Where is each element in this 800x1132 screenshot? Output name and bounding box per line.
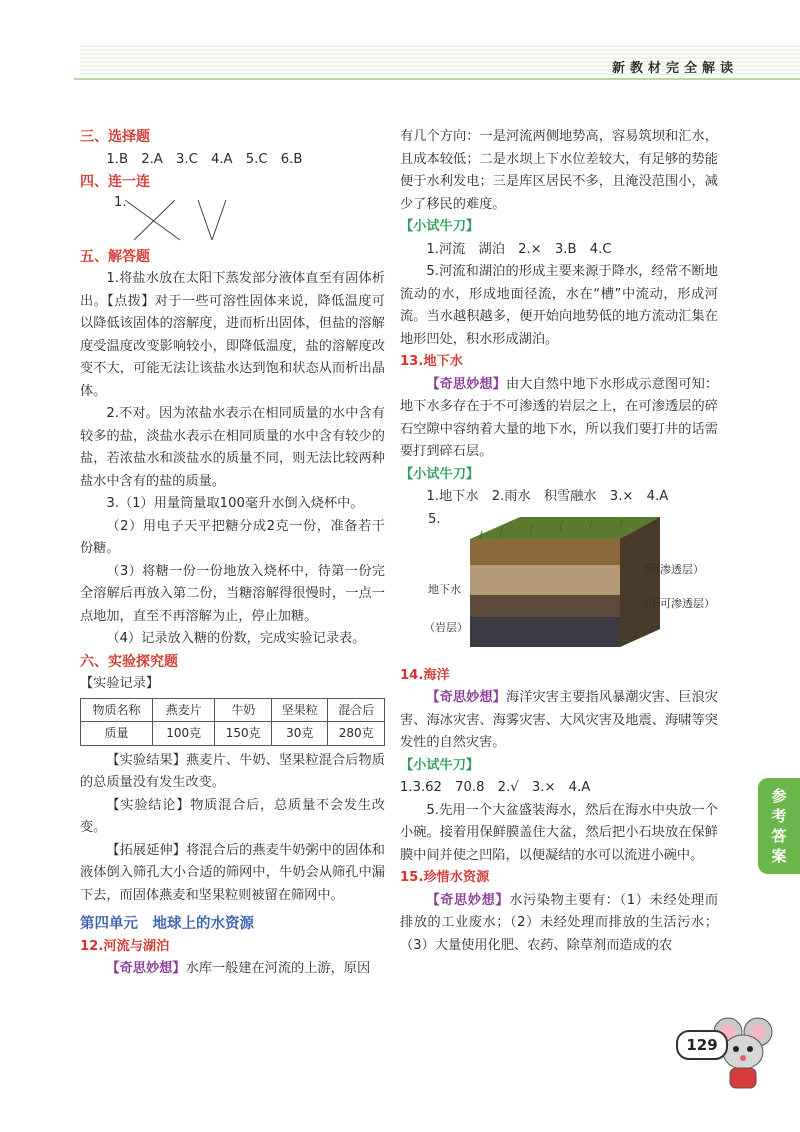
table-cell: 物质名称 [81, 698, 153, 722]
lesson-12-continued: 有几个方向：一是河流两侧地势高，容易筑坝和汇水，且成本较低；二是水坝上下水位差较大，有足够的势能便于水利发电；三是库区居民不多，且淹没范围小，减少了移民的难度。 [400, 129, 718, 212]
table-cell: 100克 [153, 722, 215, 746]
right-column [400, 126, 718, 957]
idea-tag: 【奇思妙想】 [426, 690, 506, 705]
lesson-14-q5: 5.先用一个大盆盛装海水，然后在海水中央放一个小碗。接着用保鲜膜盖住大盆，然后把小石块放在保鲜膜中间并使之凹陷，以便凝结的水可以流进小碗中。 [400, 802, 718, 863]
record-table [80, 698, 385, 746]
table-cell: 燕麦片 [153, 698, 215, 722]
lesson-15-idea [400, 890, 718, 958]
section-6-title: 六、实验探究题 [80, 653, 178, 670]
table-cell: 质量 [81, 722, 153, 746]
section-3-answers: 1.B 2.A 3.C 4.A 5.C 6.B [106, 151, 303, 167]
lesson-13-title: 13.地下水 [400, 354, 463, 369]
idea-text: 水污染物主要有：（1）未经处理而排放的工业废水；（2）未经处理而排放的生活污水；（3）大量使用化肥、农药、除草剂而造成的农 [400, 892, 719, 953]
table-cell: 混合后 [328, 698, 385, 722]
lesson-14-title: 14.海洋 [400, 667, 450, 683]
table-cell: 30克 [272, 722, 328, 746]
section-4-title: 四、连一连 [80, 174, 150, 190]
lesson-12-title: 12.河流与湖泊 [80, 938, 170, 954]
left-column [80, 126, 385, 981]
table-row [81, 722, 385, 746]
idea-text: 由大自然中地下水形成示意图可知：地下水多存在于不可渗透的岩层之上，在可渗透层的碎石空隙中容纳着大量的地下水，所以我们要打井的话需要打到碎石层。 [400, 376, 719, 459]
answer-q3-4: （4）记录放入糖的份数，完成实验记录表。 [106, 631, 366, 646]
table-cell: 坚果粒 [272, 698, 328, 722]
groundwater-figure [400, 509, 718, 657]
experiment-conclusion: 【实验结论】物质混合后，总质量不会发生改变。 [80, 797, 385, 835]
lesson-12-q5: 5.河流和湖泊的形成主要来源于降水，经常不断地流动的水，形成地面径流，水在“槽”中流动，形成河流。当水越积越多，便开始向地势低的地方流动汇集在地形凹处，积水形成湖泊。 [400, 264, 718, 347]
label-rock: （岩层） [424, 620, 468, 634]
side-tab-label: 参考答案 [771, 787, 787, 865]
lesson-13-idea [400, 374, 718, 464]
table-cell: 150克 [215, 722, 272, 746]
idea-tag: 【奇思妙想】 [106, 961, 186, 976]
answer-q3-2: （2）用电子天平把糖分成2克一份，准备若干份糖。 [80, 518, 385, 556]
figure-number: 5. [428, 511, 441, 527]
label-groundwater: 地下水 [428, 582, 461, 596]
table-cell: 牛奶 [215, 698, 272, 722]
unit-title: 第四单元 地球上的水资源 [80, 916, 254, 932]
matching-label: 1. [114, 194, 127, 210]
lesson-14-idea [400, 687, 718, 755]
header-rule [74, 78, 800, 80]
answer-q3-1: 3.（1）用量筒量取100毫升水倒入烧杯中。 [106, 496, 364, 511]
idea-tag: 【奇思妙想】 [426, 892, 510, 908]
label-impermeable: （不可渗透层） [638, 596, 715, 610]
answer-q1: 1.将盐水放在太阳下蒸发部分液体直至有固体析出。【点拨】对于一些可溶性固体来说，降低温度可以降低该固体的溶解度，进而析出固体，但盐的溶解度受温度改变影响较小，即降低温度，盐的溶解度改变不大，可能无法让该盐水达到饱和状态从而析出晶体。 [80, 271, 385, 399]
idea-text: 水库一般建在河流的上游，原因 [185, 961, 371, 976]
section-5-title: 五、解答题 [80, 248, 150, 265]
answer-q3-3: （3）将糖一份一份地放入烧杯中，待第一份完全溶解后再放入第二份，当糖溶解得很慢时，一点一点地加，直至不再溶解为止，停止加糖。 [80, 563, 385, 624]
table-row [81, 698, 385, 722]
record-title: 【实验记录】 [80, 676, 160, 691]
soil-layers-image [460, 509, 660, 649]
lesson-13-answers: 1.地下水 2.雨水 积雪融水 3.× 4.A [426, 489, 669, 504]
try-title: 【小试牛刀】 [400, 219, 480, 234]
lesson-15-title: 15.珍惜水资源 [400, 870, 490, 885]
header-title: 新教材完全解读 [611, 61, 738, 76]
section-3-title: 三、选择题 [80, 129, 150, 145]
experiment-extension: 【拓展延伸】将混合后的燕麦牛奶粥中的固体和液体倒入筛孔大小合适的筛网中，牛奶会从筛孔中漏下去，而固体燕麦和坚果粒则被留在筛网中。 [80, 842, 385, 903]
experiment-result: 【实验结果】燕麦片、牛奶、坚果粒混合后物质的总质量没有发生改变。 [80, 752, 385, 790]
idea-tag: 【奇思妙想】 [426, 376, 506, 392]
matching-lines [120, 194, 280, 246]
lesson-14-answers: 1.3.62 70.8 2.√ 3.× 4.A [400, 780, 591, 795]
matching-diagram [80, 194, 385, 246]
label-permeable: （可渗透层） [638, 562, 704, 576]
page-number: 129 [676, 1030, 728, 1060]
try-title: 【小试牛刀】 [400, 757, 480, 773]
answer-q2: 2.不对。因为浓盐水表示在相同质量的水中含有较多的盐，淡盐水表示在相同质量的水中含有较少的盐，若浓盐水和淡盐水的质量不同，则无法比较两种盐水中含有的盐的质量。 [80, 406, 385, 489]
lesson-12-answers: 1.河流 湖泊 2.× 3.B 4.C [426, 241, 612, 257]
try-title: 【小试牛刀】 [400, 466, 480, 482]
idea-text: 海洋灾害主要指风暴潮灾害、巨浪灾害、海冰灾害、海雾灾害、大风灾害及地震、海啸等突发性的自然灾害。 [400, 690, 719, 750]
lesson-12-idea [80, 958, 385, 981]
table-cell: 280克 [328, 722, 385, 746]
